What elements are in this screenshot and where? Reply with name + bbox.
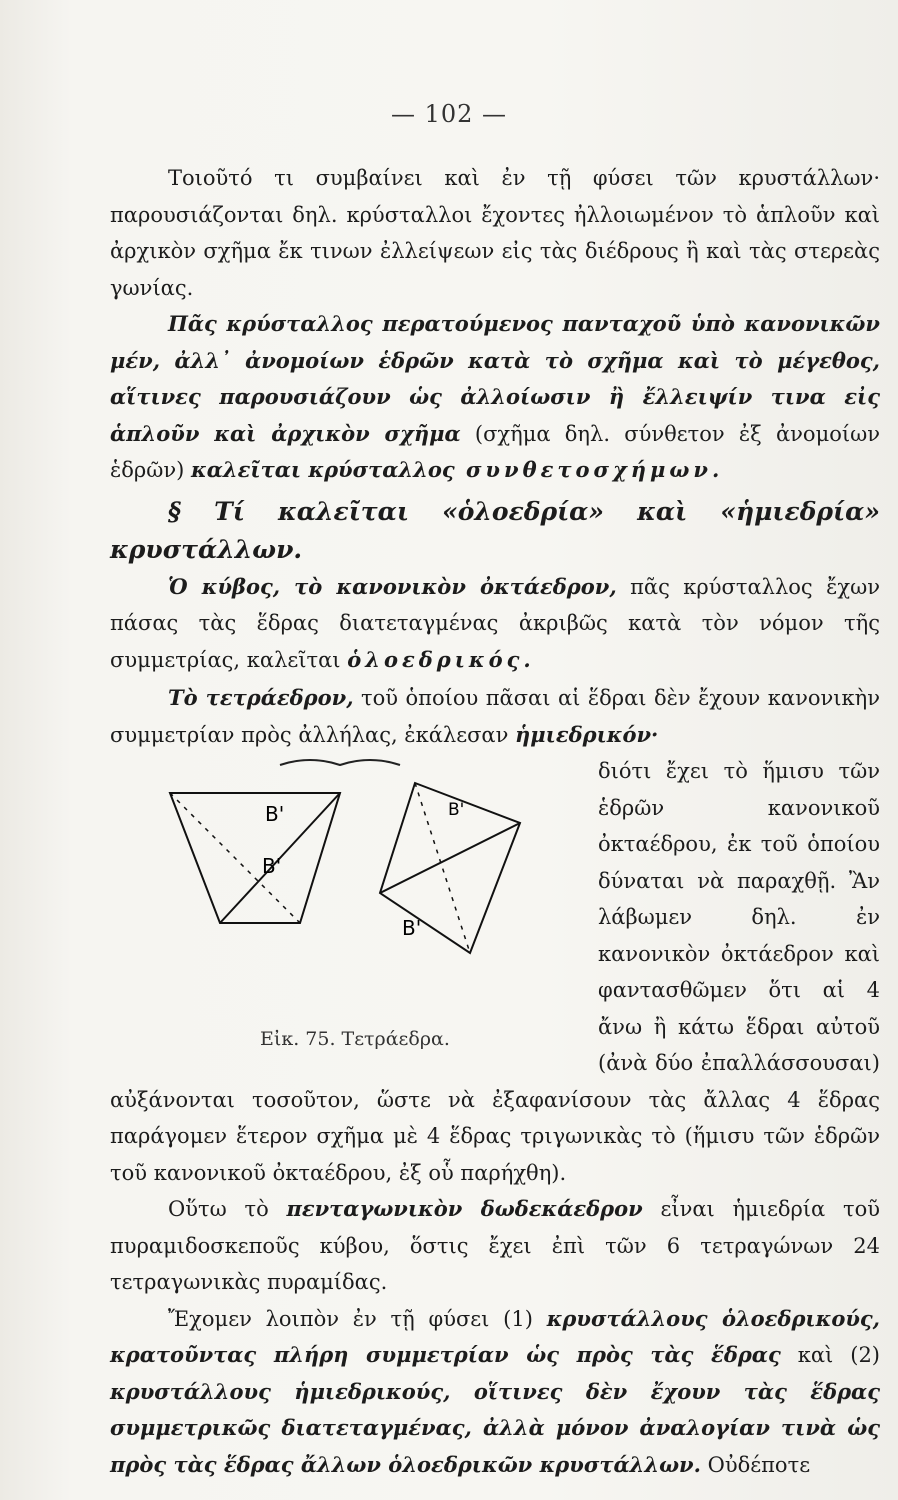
top-brace [280,760,400,765]
body-text [110,160,880,1483]
paragraph-4-lead [110,680,880,753]
p6-normal: Ἔχομεν λοιπὸν ἐν τῇ φύσει (1) [168,1306,547,1331]
tetrahedra-figure [110,753,580,1053]
p6-normal3: Οὐδέποτε [700,1452,811,1477]
label-b1: Β' [265,802,285,826]
paragraph-2 [110,306,880,489]
p4-bold2: ἡμιεδρικόν· [515,721,659,747]
paragraph-5 [110,1191,880,1301]
p2-bold: Πᾶς κρύσταλλος περατούμενος πανταχοῦ ὑπὸ κανονικῶν μέν, ἀλλ᾽ ἀνομοίων ἑδρῶν κατὰ τὸ σχῆμα καὶ τὸ μέγεθος, αἵτινες παρουσιάζουν ὡς ἀλλοίωσιν ἢ ἔλλειψίν τινα εἰς ἁπλοῦν καὶ ἀρχικὸν σχῆμα [110,311,880,446]
p2-normal: (σχῆμα δηλ. σύνθετον ἐξ ἀνομοίων ἑδρῶν) [110,421,880,482]
figure-caption: Εἰκ. 75. Τετράεδρα. [260,1028,450,1050]
p6-normal2: καὶ (2) [780,1343,880,1367]
tetrahedra-drawing [150,753,550,1023]
p5-normal: Οὕτω τὸ [168,1197,287,1221]
label-b4: Β' [402,916,422,940]
page-number: — 102 — [390,100,508,128]
p3-bold: Ὁ κύβος, τὸ κανονικὸν ὀκτάεδρον, [168,573,617,599]
p5-normal2: εἶναι ἡμιεδρία τοῦ πυραμιδοσκεποῦς κύβου, ὅστις ἔχει ἐπὶ τῶν 6 τετραγώνων 24 τετραγωνικὰς πυραμίδας. [110,1197,880,1294]
paragraph-3 [110,569,880,679]
p6-bold: κρυστάλλους ὁλοεδρικούς, κρατοῦντας πλήρη συμμετρίαν ὡς πρὸς τὰς ἕδρας [110,1305,880,1367]
section-heading: § Τί καλεῖται «ὁλοεδρία» καὶ «ἡμιεδρία» κρυστάλλων. [110,496,880,564]
p2-bold2: καλεῖται κρύσταλλος [191,457,455,482]
p3-spaced: ὁλοεδρικός. [347,646,535,672]
figure-block [110,680,880,1191]
paragraph-4-continued: διότι ἔχει τὸ ἥμισυ τῶν ἑδρῶν κανονικοῦ ὀκταέδρου, ἐκ τοῦ ὁποίου δύναται νὰ παραχθῇ. Ἂν λάβωμεν δηλ. ἐν κανονικὸν ὀκτάεδρον καὶ φαντασθῶμεν ὅτι αἱ 4 ἄνω ἢ κάτω ἕδραι αὐτοῦ (ἀνὰ δύο ἐπαλλάσσουσαι) αὐξάνονται τοσοῦτον, ὥστε νὰ ἐξαφανίσουν τὰς ἄλλας 4 ἕδρας παράγομεν ἕτερον σχῆμα μὲ 4 ἕδρας τριγωνικὰς τὸ (ἥμισυ τῶν ἑδρῶν τοῦ κανονικοῦ ὀκταέδρου, ἐξ οὗ παρήχθη). [110,759,880,1185]
p6-bold2: κρυστάλλους ἡμιεδρικούς, οἵτινες δὲν ἔχουν τὰς ἕδρας συμμετρικῶς διατεταγμένας, ἀλλὰ μόνον ἀναλογίαν τινὰ ὡς πρὸς τὰς ἕδρας ἄλλων ὁλοεδρικῶν κρυστάλλων. [110,1378,880,1477]
paragraph-6 [110,1301,880,1484]
paragraph-1: Τοιοῦτό τι συμβαίνει καὶ ἐν τῇ φύσει τῶν κρυστάλλων· παρουσιάζονται δηλ. κρύσταλλοι ἔχοντες ἠλλοιωμένον τὸ ἁπλοῦν καὶ ἀρχικὸν σχῆμα ἔκ τινων ἐλλείψεων εἰς τὰς διέδρους ἢ καὶ τὰς στερεὰς γωνίας. [110,166,880,300]
right-front-edge [380,823,520,893]
left-tetrahedron-outline [170,793,340,923]
p3-normal: πᾶς κρύσταλλος ἔχων πάσας τὰς ἕδρας διατεταγμένας ἀκριβῶς κατὰ τὸν νόμον τῆς συμμετρίας, καλεῖται [110,574,880,672]
p4-normal: τοῦ ὁποίου πᾶσαι αἱ ἕδραι δὲν ἔχουν κανονικὴν συμμετρίαν πρὸς ἀλλήλας, ἐκάλεσαν [110,686,880,747]
p4-bold: Τὸ τετράεδρον, [168,685,354,710]
label-b3: Β' [448,800,465,820]
p2-spaced: συνθετοσχήμων. [454,457,724,482]
p5-bold: πενταγωνικὸν δωδεκάεδρον [286,1196,643,1221]
label-b2: Β' [262,854,282,878]
